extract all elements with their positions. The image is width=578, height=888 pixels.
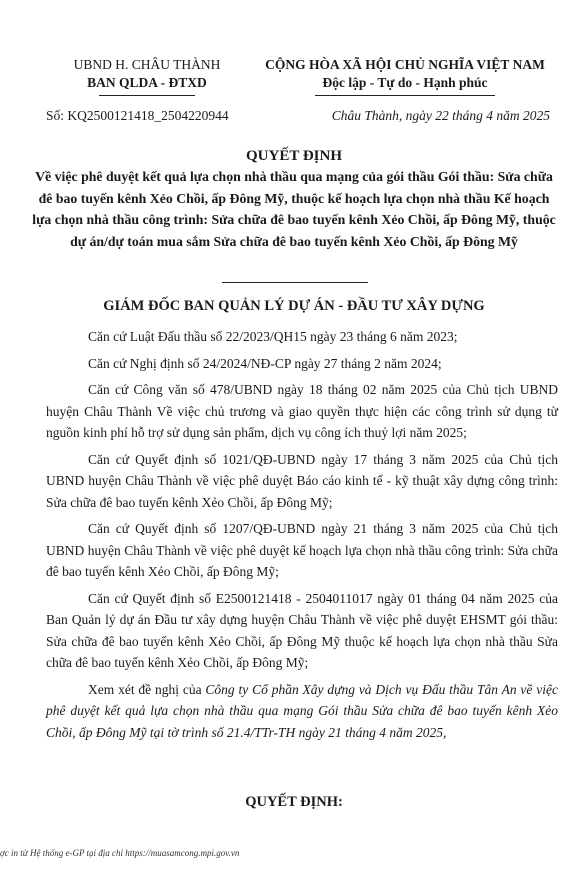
motto-underline <box>315 95 495 96</box>
agency-line-2: BAN QLDA - ĐTXD <box>87 75 207 90</box>
director-heading: GIÁM ĐỐC BAN QUẢN LÝ DỰ ÁN - ĐẦU TƯ XÂY DỰNG <box>103 298 485 314</box>
proposal-detail: Công ty Cổ phần Xây dựng và Dịch vụ Đấu thầu Tân An về việc phê duyệt kết quả lựa chọn nhà thầu qua mạng Gói thầu Sửa chữa đê bao tuyến kênh Xẻo Chồi, ấp Đông Mỹ tại tờ trình số 21.4/TTr-TH ngày 21 tháng 4 năm 2025, <box>46 681 558 740</box>
document-body <box>46 326 558 748</box>
decision-heading: QUYẾT ĐỊNH: <box>245 794 343 810</box>
proposal-paragraph <box>46 679 558 744</box>
nation-line-2: Độc lập - Tự do - Hạnh phúc <box>322 75 488 90</box>
national-motto <box>242 56 568 96</box>
proposal-lead: Xem xét đề nghị của <box>88 681 206 697</box>
document-title: QUYẾT ĐỊNH <box>246 148 342 164</box>
document-date: Châu Thành, ngày 22 tháng 4 năm 2025 <box>331 108 550 123</box>
issuing-agency <box>52 56 242 96</box>
print-source-footer: ợc in từ Hệ thống e-GP tại địa chỉ https://muasamcong.mpi.gov.vn <box>0 848 240 858</box>
agency-line-1: UBND H. CHÂU THÀNH <box>73 57 221 72</box>
legal-basis-4: Căn cứ Quyết định số 1021/QĐ-UBND ngày 17 tháng 3 năm 2025 của Chủ tịch UBND huyện Châu Thành về việc phê duyệt Báo cáo kinh tế - kỹ thuật xây dựng công trình: Sửa chữa đê bao tuyến kênh Xẻo Chồi, ấp Đông Mỹ; <box>46 451 558 510</box>
legal-basis-1: Căn cứ Luật Đấu thầu số 22/2023/QH15 ngày 23 tháng 6 năm 2023; <box>88 329 458 344</box>
legal-basis-2: Căn cứ Nghị định số 24/2024/NĐ-CP ngày 27 tháng 2 năm 2024; <box>88 355 442 371</box>
document-number: Số: KQ2500121418_2504220944 <box>46 108 229 123</box>
subject-underline <box>222 282 368 283</box>
nation-line-1: CỘNG HÒA XÃ HỘI CHỦ NGHĨA VIỆT NAM <box>265 57 545 72</box>
document-subject: Về việc phê duyệt kết quả lựa chọn nhà thầu qua mạng của gói thầu Gói thầu: Sửa chữa đê bao tuyến kênh Xẻo Chồi, ấp Đông Mỹ, thuộc kế hoạch lựa chọn nhà thầu Kế hoạch lựa chọn nhà thầu công trình: Sửa chữa đê bao tuyến kênh Xẻo Chồi, ấp Đông Mỹ, thuộc dự án/dự toán mua sắm Sửa chữa đê bao tuyến kênh Xẻo Chồi, ấp Đông Mỹ <box>32 169 556 249</box>
agency-underline <box>99 95 195 96</box>
legal-basis-3: Căn cứ Công văn số 478/UBND ngày 18 tháng 02 năm 2025 của Chủ tịch UBND huyện Châu Thành Về việc chủ trương và giao quyền thực hiện các công trình sử dụng từ nguồn kinh phí hỗ trợ sử dụng sản phẩm, dịch vụ công ích thuỷ lợi năm 2025; <box>46 382 558 440</box>
legal-basis-5: Căn cứ Quyết định số 1207/QĐ-UBND ngày 21 tháng 3 năm 2025 của Chủ tịch UBND huyện Châu Thành về việc phê duyệt kế hoạch lựa chọn nhà thầu công trình: Sửa chữa đê bao tuyến kênh Xẻo Chồi, ấp Đông Mỹ; <box>46 521 558 579</box>
legal-basis-6: Căn cứ Quyết định số E2500121418 - 2504011017 ngày 01 tháng 04 năm 2025 của Ban Quản lý dự án Đầu tư xây dựng huyện Châu Thành về việc phê duyệt EHSMT gói thầu: Sửa chữa đê bao tuyến kênh Xẻo Chồi, ấp Đông Mỹ thuộc kế hoạch lựa chọn nhà thầu Sửa chữa đê bao tuyến kênh Xẻo Chồi, ấp Đông Mỹ; <box>46 590 558 670</box>
